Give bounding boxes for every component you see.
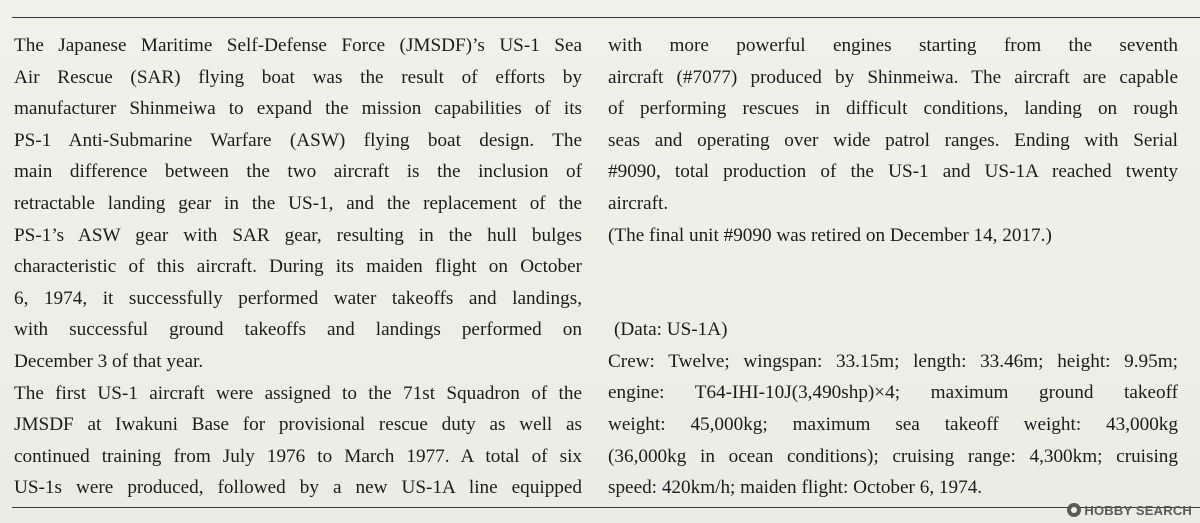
data-heading [608,314,1178,346]
text-line: Crew: Twelve; wingspan: 33.15m; length: 33.46m; height: 9.95m; [608,350,1178,372]
text-line: weight: 45,000kg; maximum sea takeoff weight: 43,000kg [608,413,1178,435]
left-column [14,30,582,504]
specifications-paragraph [608,346,1178,504]
deployment-paragraph-continued [608,30,1178,220]
retirement-note [608,220,1178,252]
text-line: of performing rescues in difficult conditions, landing on rough [608,98,1178,120]
text-line: (The final unit #9090 was retired on December 14, 2017.) [608,224,1052,246]
text-line: with more powerful engines starting from the seventh [608,35,1178,56]
text-line: 6, 1974, it successfully performed water takeoffs and landings, [14,287,582,309]
text-line: aircraft. [608,192,669,214]
text-line: aircraft (#7077) produced by Shinmeiwa. The aircraft are capable [608,66,1178,88]
text-line: December 3 of that year. [14,350,204,372]
text-line: The Japanese Maritime Self-Defense Force (JMSDF)’s US-1 Sea [14,35,582,56]
text-line: seas and operating over wide patrol ranges. Ending with Serial [608,129,1178,151]
text-line: PS-1 Anti-Submarine Warfare (ASW) flying boat design. The [14,129,582,151]
text-line: with successful ground takeoffs and landings performed on [14,319,582,341]
text-line: characteristic of this aircraft. During its maiden flight on October [14,256,582,278]
text-line: (Data: US-1A) [614,319,728,341]
text-line: manufacturer Shinmeiwa to expand the mission capabilities of its [14,98,582,120]
top-rule [12,17,1200,18]
text-line: PS-1’s ASW gear with SAR gear, resulting in the hull bulges [14,224,582,246]
text-line: JMSDF at Iwakuni Base for provisional rescue duty as well as [14,414,582,436]
text-line: continued training from July 1976 to March 1977. A total of six [14,445,582,467]
right-column [608,30,1178,504]
history-paragraph [14,30,582,378]
text-line: #9090, total production of the US-1 and US-1A reached twenty [608,161,1178,183]
deployment-paragraph [14,378,582,504]
text-line: speed: 420km/h; maiden flight: October 6, 1974. [608,477,983,499]
text-line: US-1s were produced, followed by a new US-1A line equipped [14,477,582,499]
text-line: engine: T64-IHI-10J(3,490shp)×4; maximum ground takeoff [608,382,1178,404]
watermark-text: HOBBY SEARCH [1084,502,1192,518]
bottom-rule [12,507,1200,508]
hobby-search-watermark [1067,501,1192,519]
text-line: The first US-1 aircraft were assigned to the 71st Squadron of the [14,382,582,404]
logo-icon [1067,503,1081,517]
spacer [608,251,1178,314]
text-line: retractable landing gear in the US-1, and the replacement of the [14,192,582,214]
text-line: Air Rescue (SAR) flying boat was the result of efforts by [14,66,582,88]
text-line: main difference between the two aircraft is the inclusion of [14,161,582,183]
text-line: (36,000kg in ocean conditions); cruising range: 4,300km; cruising [608,445,1178,467]
